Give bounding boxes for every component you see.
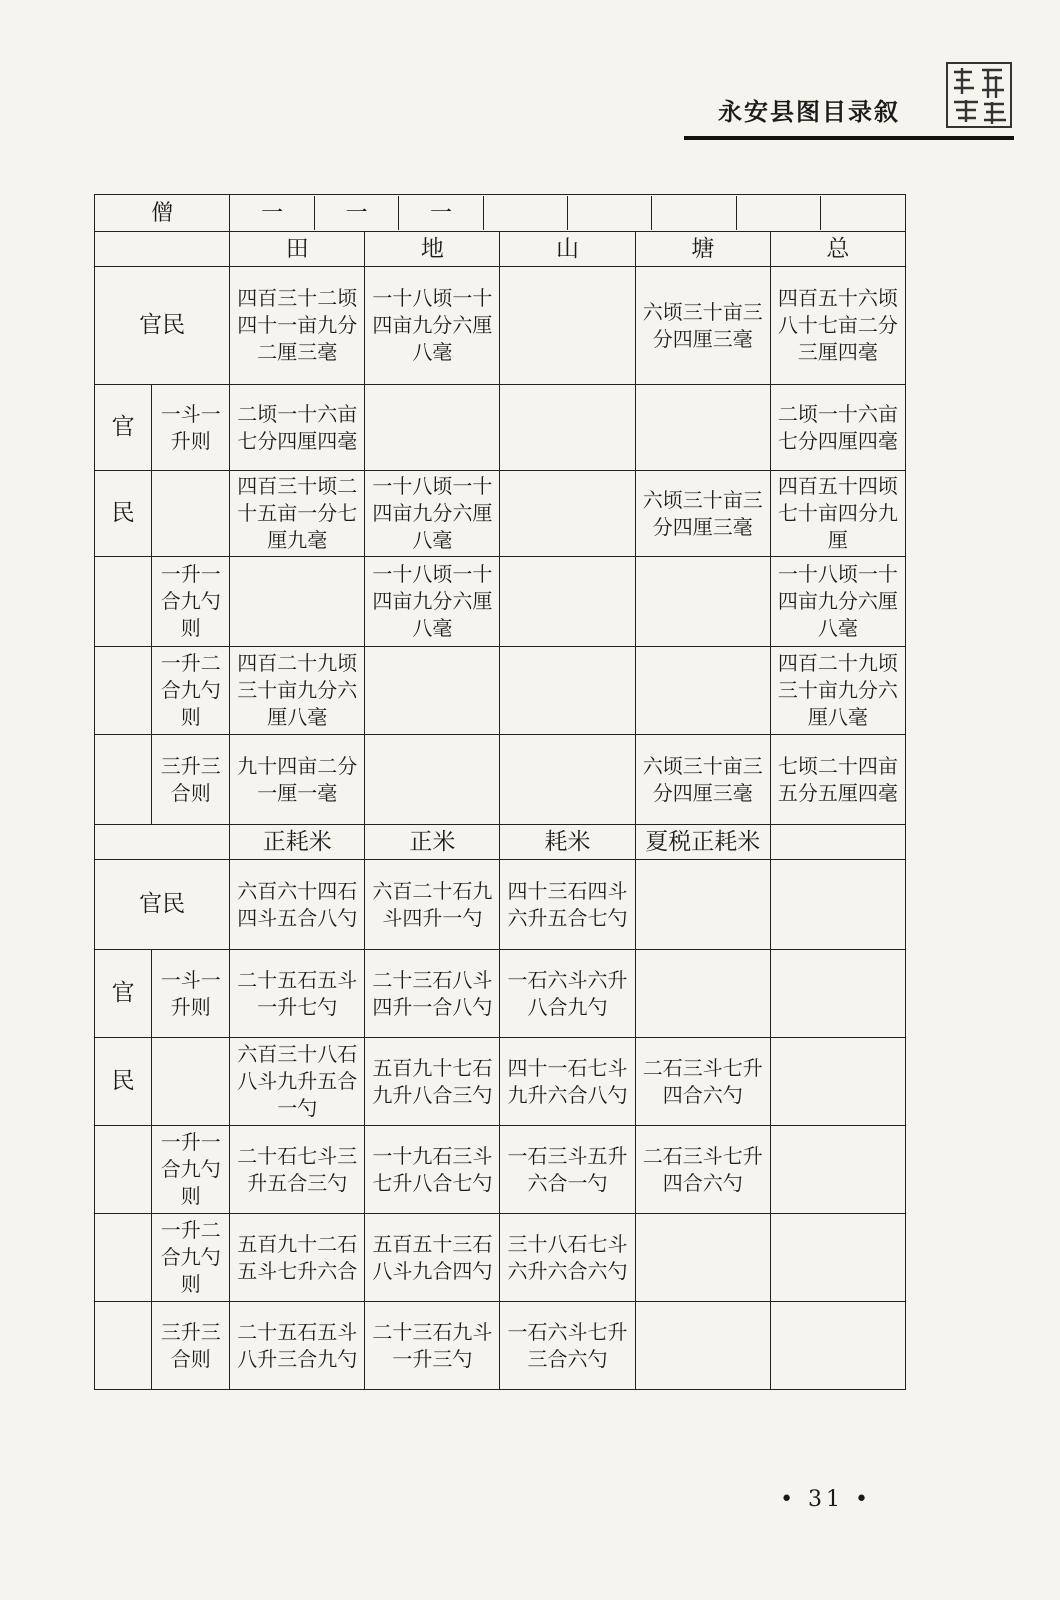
table-cell: [635, 1214, 770, 1302]
table-cell: 三十八石七斗六升六合六勺: [500, 1214, 635, 1302]
table-cell: 二十石七斗三升五合三勺: [230, 1126, 365, 1214]
carryover-label: 僧: [95, 195, 230, 232]
grain-header-corner: [95, 825, 230, 860]
row-sublabel: 一升一合九勺则: [152, 557, 230, 647]
row-label: 官民: [95, 267, 230, 385]
table-cell: 一十九石三斗七升八合七勺: [365, 1126, 500, 1214]
grain-row-rate: [95, 1214, 906, 1302]
table-cell: [365, 647, 500, 735]
table-cell: 五百九十二石五斗七升六合: [230, 1214, 365, 1302]
table-cell: 二顷一十六亩七分四厘四毫: [770, 385, 905, 471]
row-sublabel: 一斗一升则: [152, 950, 230, 1038]
table-cell: [500, 647, 635, 735]
table-cell: [635, 647, 770, 735]
table-cell: [770, 860, 905, 950]
land-row-guanmin: [95, 267, 906, 385]
row-sublabel: 三升三合则: [152, 1302, 230, 1390]
carryover-cell: [736, 196, 820, 230]
carryover-cell: 一: [315, 196, 399, 230]
row-label: [95, 1214, 152, 1302]
seal-stamp-icon: [944, 60, 1014, 130]
table-cell: 一石六斗七升三合六勺: [500, 1302, 635, 1390]
grain-header-main-rice: 正米: [365, 825, 500, 860]
table-cell: 四百三十二顷四十一亩九分二厘三毫: [230, 267, 365, 385]
running-header: [0, 0, 1060, 160]
land-row-rate: [95, 647, 906, 735]
table-cell: 六顷三十亩三分四厘三毫: [635, 471, 770, 557]
row-label: [95, 557, 152, 647]
row-sublabel: 一斗一升则: [152, 385, 230, 471]
table-cell: 一石三斗五升六合一勺: [500, 1126, 635, 1214]
table-cell: [500, 471, 635, 557]
table-cell: 二顷一十六亩七分四厘四毫: [230, 385, 365, 471]
row-label: [95, 735, 152, 825]
table-cell: 一十八顷一十四亩九分六厘八毫: [365, 557, 500, 647]
land-header-total: 总: [770, 232, 905, 267]
table-cell: 一十八顷一十四亩九分六厘八毫: [365, 267, 500, 385]
land-row-min: [95, 471, 906, 557]
table-cell: 二十五石五斗一升七勺: [230, 950, 365, 1038]
table-cell: 二十三石九斗一升三勺: [365, 1302, 500, 1390]
tax-register-table: [94, 194, 906, 1390]
table-cell: 五百九十七石九升八合三勺: [365, 1038, 500, 1126]
grain-row-guan: [95, 950, 906, 1038]
table-cell: 一十八顷一十四亩九分六厘八毫: [770, 557, 905, 647]
table-cell: [770, 1302, 905, 1390]
table-cell: 二石三斗七升四合六勺: [635, 1038, 770, 1126]
table-cell: [230, 557, 365, 647]
table-cell: 六顷三十亩三分四厘三毫: [635, 267, 770, 385]
grain-row-min: [95, 1038, 906, 1126]
row-label: 官: [95, 385, 152, 471]
grain-row-rate: [95, 1126, 906, 1214]
table-cell: [635, 1302, 770, 1390]
table-cell: [500, 735, 635, 825]
table-cell: 二十五石五斗八升三合九勺: [230, 1302, 365, 1390]
table-cell: 四百二十九顷三十亩九分六厘八毫: [770, 647, 905, 735]
carryover-cells: [230, 195, 906, 232]
row-sublabel: 一升一合九勺则: [152, 1126, 230, 1214]
row-label: 官: [95, 950, 152, 1038]
table-cell: [365, 735, 500, 825]
row-sublabel: 一升二合九勺则: [152, 1214, 230, 1302]
carryover-cell: [821, 196, 905, 230]
grain-row-rate: [95, 1302, 906, 1390]
table-cell: [770, 1038, 905, 1126]
table-cell: [770, 950, 905, 1038]
row-sublabel: 一升二合九勺则: [152, 647, 230, 735]
table-cell: [500, 557, 635, 647]
land-row-guan: [95, 385, 906, 471]
table-cell: 一十八顷一十四亩九分六厘八毫: [365, 471, 500, 557]
carryover-cell: 一: [230, 196, 314, 230]
header-rule: [684, 136, 1014, 140]
table-cell: [635, 950, 770, 1038]
land-header-pond: 塘: [635, 232, 770, 267]
table-cell: 四百二十九顷三十亩九分六厘八毫: [230, 647, 365, 735]
table-cell: [365, 385, 500, 471]
table-cell: 二石三斗七升四合六勺: [635, 1126, 770, 1214]
table-cell: 二十三石八斗四升一合八勺: [365, 950, 500, 1038]
table-cell: 四百三十顷二十五亩一分七厘九毫: [230, 471, 365, 557]
grain-header-surcharge-rice: 耗米: [500, 825, 635, 860]
table-cell: 六顷三十亩三分四厘三毫: [635, 735, 770, 825]
grain-header-row: [95, 825, 906, 860]
table-cell: 四百五十四顷七十亩四分九厘: [770, 471, 905, 557]
table-cell: [635, 557, 770, 647]
table-cell: 五百五十三石八斗九合四勺: [365, 1214, 500, 1302]
land-row-rate: [95, 735, 906, 825]
row-sublabel: [152, 471, 230, 557]
grain-header-summer-tax: 夏税正耗米: [635, 825, 770, 860]
grain-header-blank: [770, 825, 905, 860]
running-title: 永安县图目录叙: [718, 98, 900, 126]
table-cell: 六百二十石九斗四升一勺: [365, 860, 500, 950]
land-row-rate: [95, 557, 906, 647]
land-header-corner: [95, 232, 230, 267]
carryover-cell: [568, 196, 652, 230]
land-header-dryland: 地: [365, 232, 500, 267]
table-cell: [635, 385, 770, 471]
row-label: [95, 1302, 152, 1390]
table-cell: 四百五十六顷八十七亩二分三厘四毫: [770, 267, 905, 385]
table-cell: 九十四亩二分一厘一毫: [230, 735, 365, 825]
row-label: 官民: [95, 860, 230, 950]
row-sublabel: 三升三合则: [152, 735, 230, 825]
table-cell: 七顷二十四亩五分五厘四毫: [770, 735, 905, 825]
land-header-row: [95, 232, 906, 267]
grain-row-guanmin: [95, 860, 906, 950]
table-cell: [500, 385, 635, 471]
page-number: • 31 •: [780, 1487, 872, 1512]
carryover-cell: 一: [399, 196, 483, 230]
row-label: 民: [95, 1038, 152, 1126]
table-cell: [635, 860, 770, 950]
table-cell: 一石六斗六升八合九勺: [500, 950, 635, 1038]
table-cell: 四十三石四斗六升五合七勺: [500, 860, 635, 950]
row-label: 民: [95, 471, 152, 557]
carryover-cell: [483, 196, 567, 230]
carryover-row: [95, 195, 906, 232]
row-sublabel: [152, 1038, 230, 1126]
carryover-cell: [652, 196, 736, 230]
table-cell: 四十一石七斗九升六合八勺: [500, 1038, 635, 1126]
row-label: [95, 647, 152, 735]
table-cell: [770, 1126, 905, 1214]
row-label: [95, 1126, 152, 1214]
land-header-field: 田: [230, 232, 365, 267]
tax-register-table-wrap: [94, 194, 906, 1390]
table-cell: 六百三十八石八斗九升五合一勺: [230, 1038, 365, 1126]
table-cell: 六百六十四石四斗五合八勺: [230, 860, 365, 950]
land-header-hill: 山: [500, 232, 635, 267]
table-cell: [770, 1214, 905, 1302]
grain-header-total-rice: 正耗米: [230, 825, 365, 860]
table-cell: [500, 267, 635, 385]
